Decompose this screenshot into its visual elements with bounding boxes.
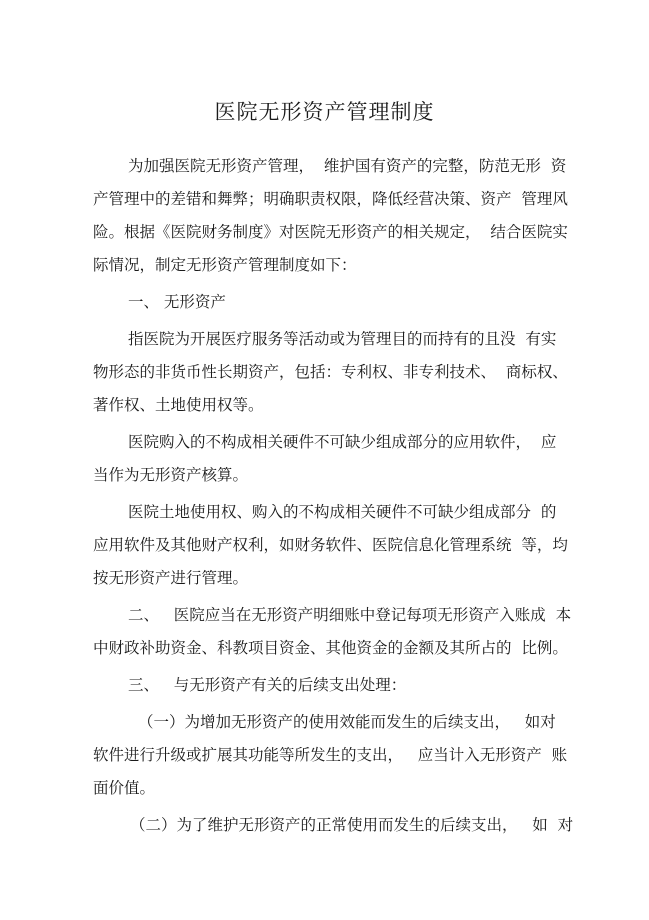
- section-heading: 三、 与无形资产有关的后续支出处理：: [128, 676, 407, 694]
- body-line: 险。根据《医院财务制度》对医院无形资产的相关规定， 结合医院实: [93, 223, 568, 241]
- body-line: 物形态的非货币性长期资产，包括：专利权、非专利技术、 商标权、: [93, 363, 568, 381]
- body-line: 面价值。: [93, 779, 156, 797]
- body-line: 医院购入的不构成相关硬件不可缺少组成部分的应用软件， 应: [128, 433, 557, 451]
- subsection-line: （一）为增加无形资产的使用效能而发生的后续支出， 如对: [138, 713, 556, 731]
- document-title: 医院无形资产管理制度: [214, 100, 435, 124]
- subsection-line: （二）为了维护无形资产的正常使用而发生的后续支出， 如 对: [130, 816, 574, 834]
- body-line: 中财政补助资金、科教项目资金、其他资金的金额及其所占的 比例。: [93, 639, 568, 657]
- body-line: 应用软件及其他财产权利，如财务软件、医院信息化管理系统 等，均: [93, 536, 568, 554]
- section-heading: 一、 无形资产: [128, 293, 226, 311]
- body-line: 医院土地使用权、购入的不构成相关硬件不可缺少组成部分 的: [128, 503, 557, 521]
- body-line: 软件进行升级或扩展其功能等所发生的支出， 应当计入无形资产 账: [93, 746, 568, 764]
- body-line: 著作权、土地使用权等。: [93, 396, 264, 414]
- body-line: 指医院为开展医疗服务等活动或为管理目的而持有的且没 有实: [128, 330, 557, 348]
- body-line: 按无形资产进行管理。: [93, 569, 249, 587]
- body-line: 际情况，制定无形资产管理制度如下：: [93, 256, 357, 274]
- body-line: 为加强医院无形资产管理， 维护国有资产的完整，防范无形 资: [128, 157, 567, 175]
- section-heading: 二、 医院应当在无形资产明细账中登记每项无形资产入账成 本: [128, 606, 572, 624]
- body-line: 产管理中的差错和舞弊；明确职责权限，降低经营决策、资产 管理风: [93, 190, 568, 208]
- body-line: 当作为无形资产核算。: [93, 466, 249, 484]
